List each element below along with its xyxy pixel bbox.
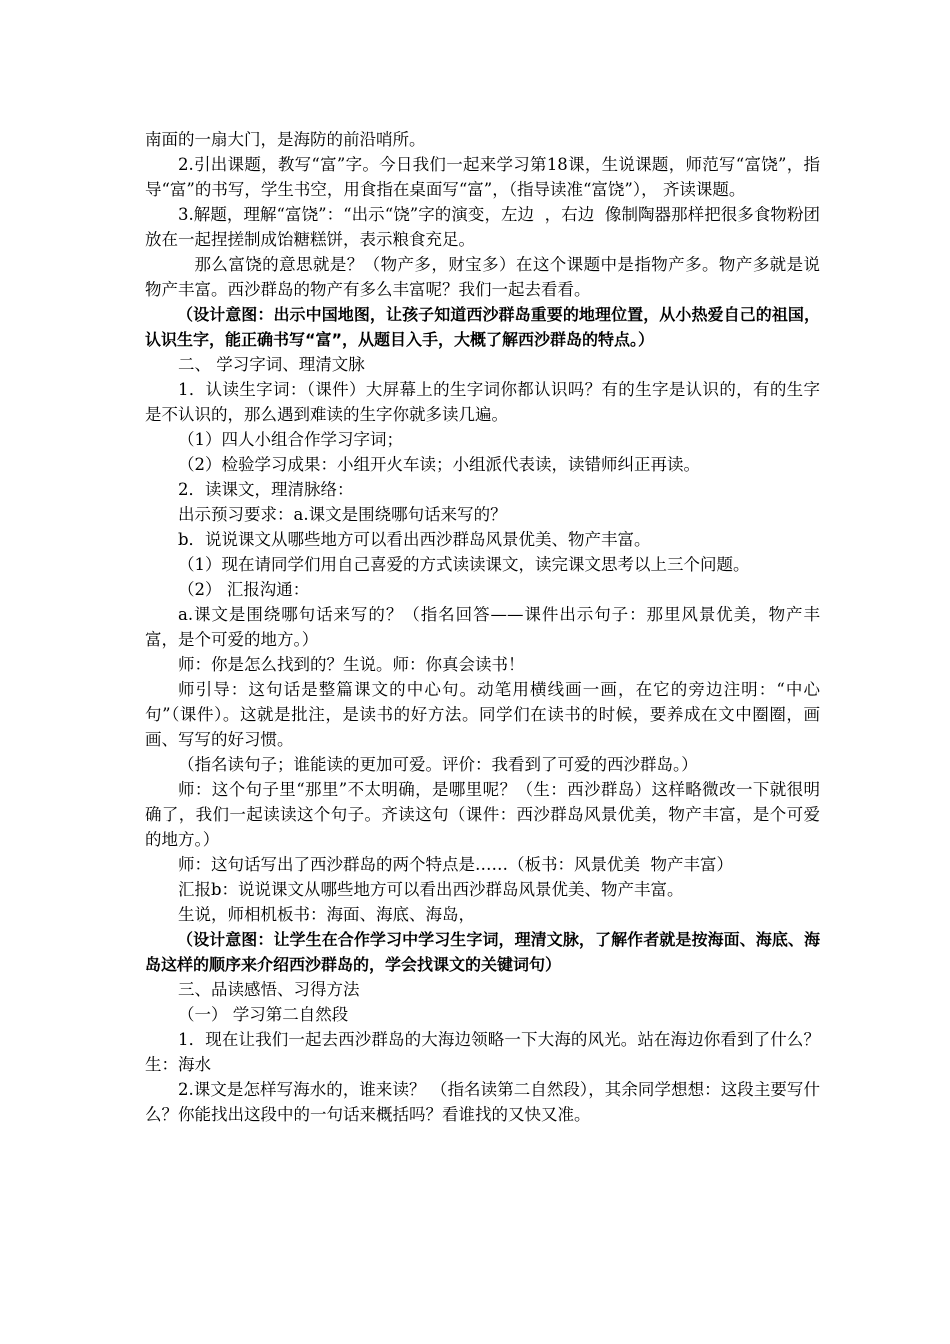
design-intent-note: （设计意图：让学生在合作学习中学习生字词，理清文脉，了解作者就是按海面、海底、海岛这样的顺序来介绍西沙群岛的，学会找课文的关键词句） — [145, 930, 820, 974]
paragraph: a.课文是围绕哪句话来写的？（指名回答——课件出示句子：那里风景优美，物产丰富，是个可爱的地方。） — [145, 605, 820, 649]
design-intent-note: （设计意图：出示中国地图，让孩子知道西沙群岛重要的地理位置，从小热爱自己的祖国，认识生字，能正确书写“富”，从题目入手，大概了解西沙群岛的特点。） — [145, 305, 820, 349]
paragraph: （2） 汇报沟通： — [178, 580, 310, 599]
paragraph: 那么富饶的意思就是？（物产多，财宝多）在这个课题中是指物产多。物产多就是说物产丰富。西沙群岛的物产有多么丰富呢？我们一起去看看。 — [145, 255, 820, 299]
section-heading: 三、品读感悟、习得方法 — [178, 980, 360, 999]
paragraph: 2．读课文，理清脉络： — [178, 480, 354, 499]
paragraph: （1）现在请同学们用自己喜爱的方式读读课文，读完课文思考以上三个问题。 — [178, 555, 750, 574]
paragraph: 师：这个句子里“那里”不太明确，是哪里呢？（生：西沙群岛）这样略微改一下就很明确了，我们一起读读这个句子。齐读这句（课件：西沙群岛风景优美，物产丰富，是个可爱的地方。） — [145, 780, 820, 849]
paragraph: 1．认读生字词：（课件）大屏幕上的生字词你都认识吗？有的生字是认识的，有的生字是不认识的，那么遇到难读的生字你就多读几遍。 — [145, 380, 820, 424]
paragraph: 1．现在让我们一起去西沙群岛的大海边领略一下大海的风光。站在海边你看到了什么？生：海水 — [145, 1030, 820, 1074]
paragraph: 3.解题，理解“富饶”：“出示“饶”字的演变，左边 ，右边 像制陶器那样把很多食物粉团放在一起捏搓制成饴糖糕饼，表示粮食充足。 — [145, 205, 820, 249]
paragraph: 师：这句话写出了西沙群岛的两个特点是……（板书：风景优美 物产丰富） — [178, 855, 733, 874]
subsection-heading: （一） 学习第二自然段 — [178, 1005, 349, 1024]
paragraph: （2）检验学习成果：小组开火车读；小组派代表读，读错师纠正再读。 — [178, 455, 700, 474]
paragraph: 2.课文是怎样写海水的，谁来读？ （指名读第二自然段），其余同学想想：这段主要写什么？你能找出这段中的一句话来概括吗？看谁找的又快又准。 — [145, 1080, 820, 1124]
paragraph: （指名读句子；谁能读的更加可爱。评价：我看到了可爱的西沙群岛。） — [178, 755, 698, 774]
document-body — [145, 127, 820, 1127]
paragraph: 南面的一扇大门，是海防的前沿哨所。 — [145, 130, 426, 149]
paragraph: 出示预习要求：a.课文是围绕哪句话来写的？ — [178, 505, 507, 524]
paragraph: b．说说课文从哪些地方可以看出西沙群岛风景优美、物产丰富。 — [178, 530, 651, 549]
paragraph: 2.引出课题，教写“富”字。今日我们一起来学习第18课，生说课题，师范写“富饶”，指导“富”的书写，学生书空，用食指在桌面写“富”，（指导读准“富饶”）， 齐读课题。 — [145, 155, 820, 199]
paragraph: 师引导：这句话是整篇课文的中心句。动笔用横线画一画，在它的旁边注明：“中心句”（课件）。这就是批注，是读书的好方法。同学们在读书的时候，要养成在文中圈圈，画画、写写的好习惯。 — [145, 680, 820, 749]
paragraph: 生说，师相机板书：海面、海底、海岛， — [178, 905, 475, 924]
paragraph: 汇报b：说说课文从哪些地方可以看出西沙群岛风景优美、物产丰富。 — [178, 880, 684, 899]
paragraph: （1）四人小组合作学习字词； — [178, 430, 403, 449]
section-heading: 二、 学习字词、理清文脉 — [178, 355, 365, 374]
paragraph: 师：你是怎么找到的？生说。师：你真会读书！ — [178, 655, 525, 674]
